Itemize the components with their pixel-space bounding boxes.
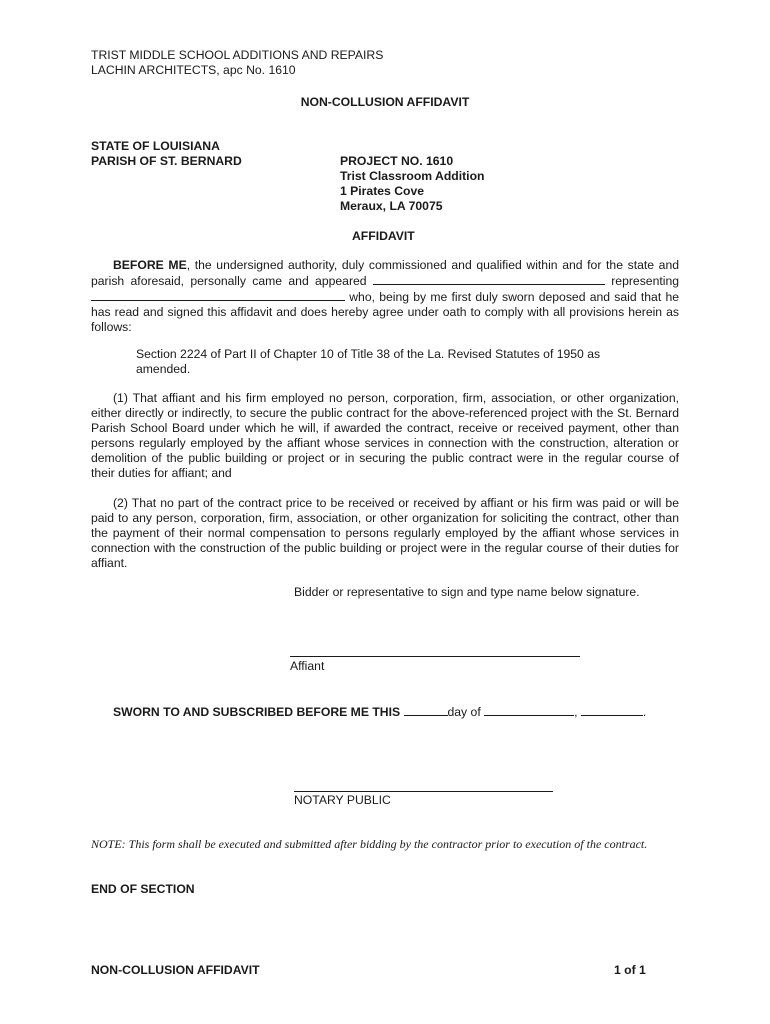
header-project-line: TRIST MIDDLE SCHOOL ADDITIONS AND REPAIRS <box>91 48 384 62</box>
notary-label: NOTARY PUBLIC <box>294 793 391 807</box>
notary-signature-line[interactable] <box>294 791 553 792</box>
footer-page-number: 1 of 1 <box>614 963 646 977</box>
day-of-label: day of <box>447 705 481 719</box>
parish-label: PARISH OF ST. BERNARD <box>91 154 242 168</box>
execution-note: NOTE: This form shall be executed and submitted after bidding by the contractor prior to execution of the contract. <box>91 837 648 851</box>
document-header <box>91 48 383 78</box>
affiant-signature-line[interactable] <box>290 656 580 657</box>
sworn-statement <box>113 704 646 719</box>
sworn-month-blank[interactable] <box>484 704 574 716</box>
appeared-name-blank[interactable] <box>373 273 605 285</box>
sworn-day-blank[interactable] <box>404 704 448 716</box>
sworn-period: . <box>642 705 647 719</box>
header-architect-line: LACHIN ARCHITECTS, apc No. 1610 <box>91 63 296 77</box>
end-of-section: END OF SECTION <box>91 882 195 896</box>
sworn-comma: , <box>574 705 578 719</box>
intro-text-1: , the undersigned authority, duly commissioned and qualified within and for the state and parish aforesaid, personally came and appeared <box>91 258 679 288</box>
project-address-line1: 1 Pirates Cove <box>340 184 425 198</box>
document-title: NON-COLLUSION AFFIDAVIT <box>300 95 470 109</box>
representing-label: representing <box>611 274 680 288</box>
intro-paragraph <box>91 258 679 335</box>
sworn-text: SWORN TO AND SUBSCRIBED BEFORE ME THIS <box>113 705 401 719</box>
representing-firm-blank[interactable] <box>91 289 345 301</box>
affiant-label: Affiant <box>290 659 325 673</box>
clause-1 <box>91 391 679 481</box>
intro-text-2: who, being by me first duly sworn deposed and said that he has read and signed this affidavit and does hereby agree under oath to comply with all provisions herein as follows: <box>91 290 679 334</box>
project-block <box>340 154 484 214</box>
jurisdiction-block <box>91 139 242 169</box>
project-name: Trist Classroom Addition <box>340 169 485 183</box>
bidder-instruction: Bidder or representative to sign and type name below signature. <box>294 585 640 599</box>
clause-2 <box>91 496 679 571</box>
affidavit-heading: AFFIDAVIT <box>352 229 415 243</box>
footer-document-name: NON-COLLUSION AFFIDAVIT <box>91 963 260 977</box>
before-me-text: BEFORE ME <box>113 258 187 272</box>
project-number: PROJECT NO. 1610 <box>340 154 454 168</box>
state-label: STATE OF LOUISIANA <box>91 139 220 153</box>
clause-1-text: (1) That affiant and his firm employed no person, corporation, firm, association, or other organization, either directly or indirectly, to secure the public contract for the above-referenced project with the St. Bernard Parish School Board under which he will, if awarded the contract, receive or received payment, other than persons regularly employed by the affiant whose services in connection with the construction, alteration or demolition of the public building or project or in securing the public contract were in the regular course of their duties for affiant; and <box>91 391 679 480</box>
statute-citation: Section 2224 of Part II of Chapter 10 of Title 38 of the La. Revised Statutes of 1950 as amended. <box>136 347 601 376</box>
clause-2-text: (2) That no part of the contract price to be received or received by affiant or his firm was paid or will be paid to any person, corporation, firm, association, or other organization for soliciting the contract, other than the payment of their normal compensation to persons regularly employed by the affiant whose services in connection with the construction of the public building or project were in the regular course of their duties for affiant. <box>91 496 679 570</box>
sworn-year-blank[interactable] <box>581 704 643 716</box>
project-address-line2: Meraux, LA 70075 <box>340 199 443 213</box>
